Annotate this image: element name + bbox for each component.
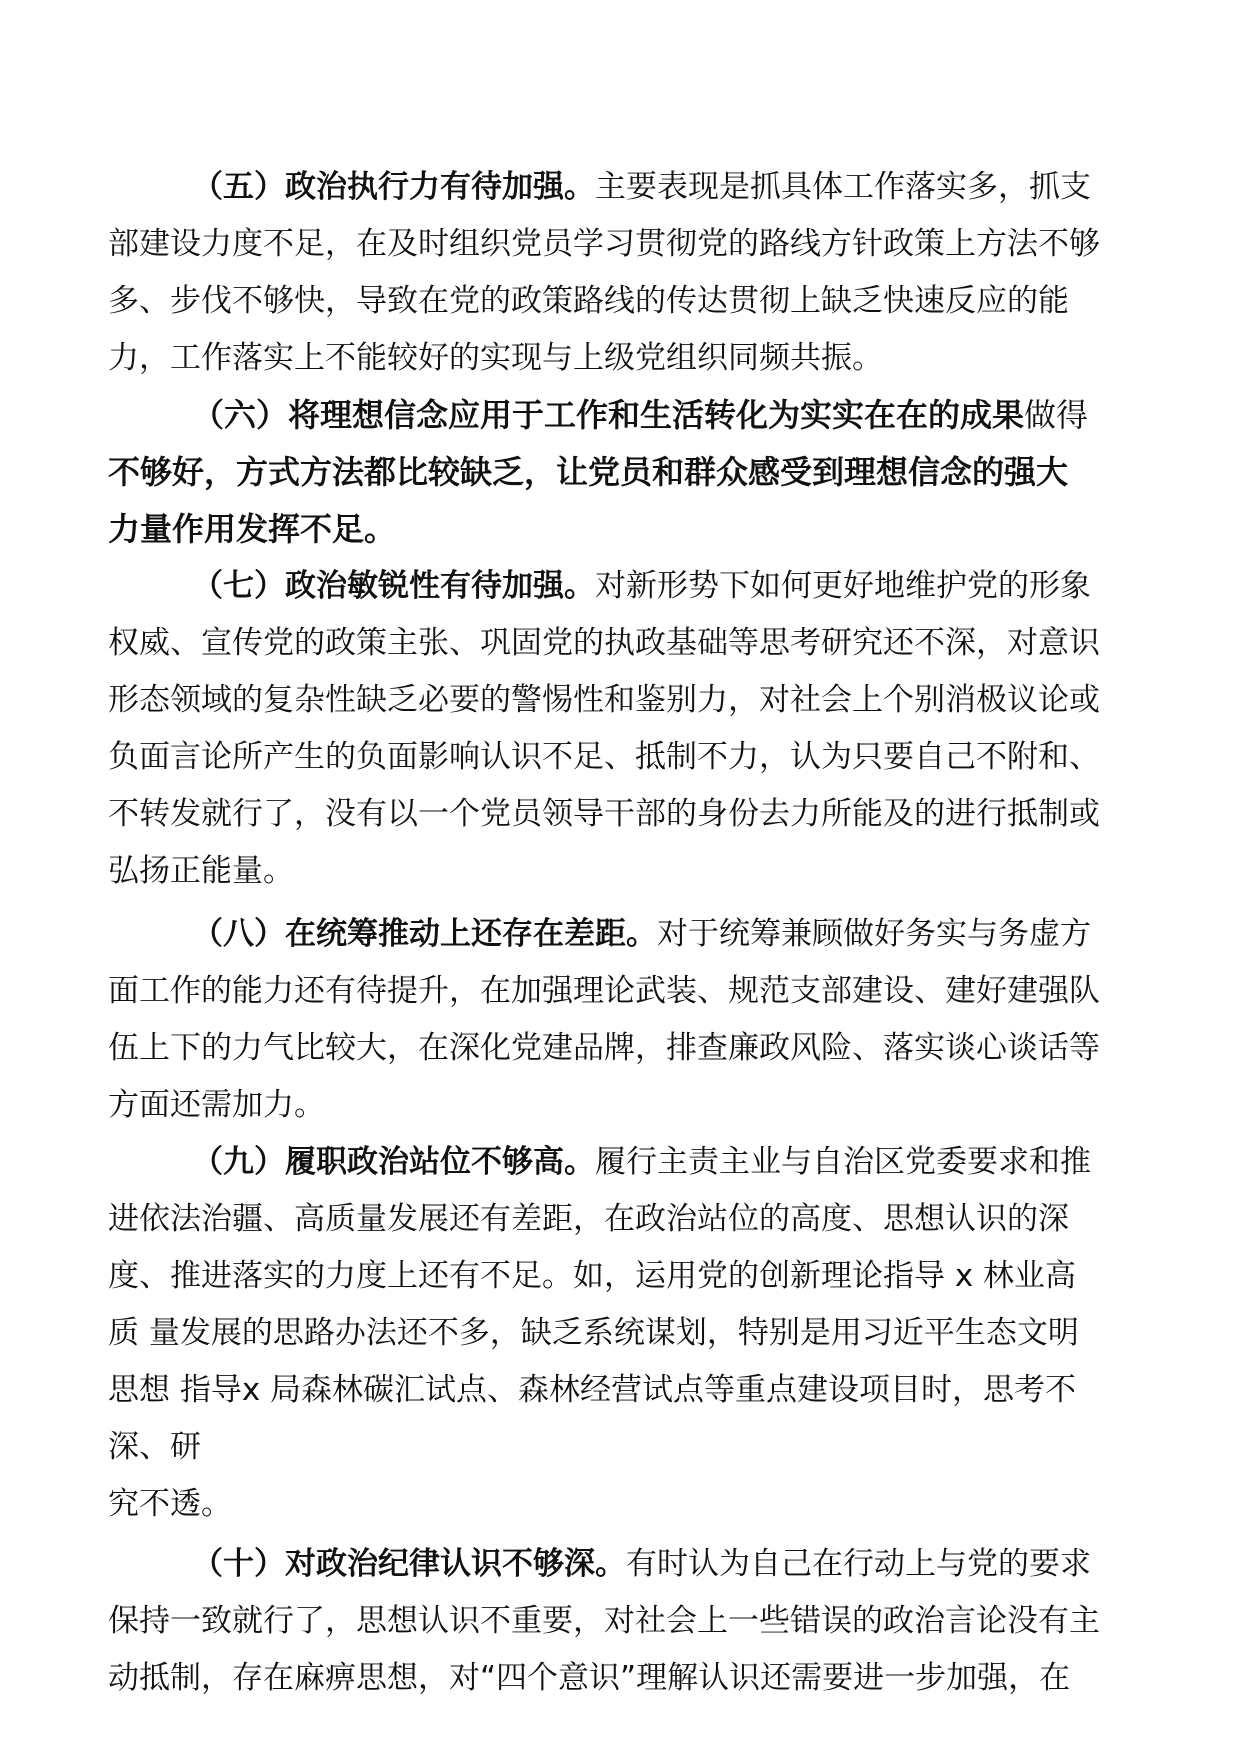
- body-text: 履行主责主业与自治区党委要求和推: [595, 1144, 1091, 1180]
- text-line: [108, 501, 1128, 558]
- text-line: [108, 906, 1128, 963]
- text-line: [108, 387, 1128, 444]
- text-line: [108, 330, 1128, 387]
- body-text: 对于统筹兼顾做好务实与务虚方: [657, 916, 1091, 952]
- body-text: 方面还需加力。: [108, 1087, 325, 1123]
- body-text: 不转发就行了，没有以一个党员领导干部的身份去力所能及的进行抵制或: [108, 796, 1100, 832]
- text-line: [108, 1419, 1128, 1476]
- bold-heading-text: （七）政治敏锐性有待加强。: [192, 568, 595, 604]
- text-line: [108, 273, 1128, 330]
- bold-heading-text: 不够好，方式方法都比较缺乏，让党员和群众感受到理想信念的强大: [108, 453, 1069, 491]
- body-text: 动抵制，存在麻痹思想，对“四个意识”理解认识还需要进一步加强，在: [108, 1660, 1071, 1696]
- text-line: [108, 1536, 1128, 1593]
- text-line: [108, 1134, 1128, 1191]
- text-line: [108, 786, 1128, 843]
- bold-heading-text: （十）对政治纪律认识不够深。: [192, 1546, 626, 1582]
- text-line: [108, 1248, 1128, 1305]
- body-text: 负面言论所产生的负面影响认识不足、抵制不力，认为只要自己不附和、: [108, 739, 1100, 775]
- body-text: 质 量发展的思路办法还不多，缺乏系统谋划，特别是用习近平生态文明: [108, 1315, 1079, 1351]
- bold-heading-text: （六）将理想信念应用于工作和生活转化为实实在在的成果: [192, 396, 1025, 434]
- body-text: 对新形势下如何更好地维护党的形象: [595, 568, 1091, 604]
- body-text: 保持一致就行了，思想认识不重要，对社会上一些错误的政治言论没有主: [108, 1603, 1100, 1639]
- text-line: [108, 963, 1128, 1020]
- text-line: [108, 1305, 1128, 1362]
- body-text: 力，工作落实上不能较好的实现与上级党组织同频共振。: [108, 340, 883, 376]
- text-line: [108, 672, 1128, 729]
- text-line: [108, 615, 1128, 672]
- body-text: 主要表现是抓具体工作落实多，抓支: [595, 169, 1091, 205]
- paragraph-7: [108, 558, 1128, 900]
- paragraph-10: [108, 1536, 1128, 1707]
- bold-heading-text: （九）履职政治站位不够高。: [192, 1144, 595, 1180]
- body-text: 深、研: [108, 1429, 201, 1465]
- bold-heading-text: （八）在统筹推动上还存在差距。: [192, 916, 657, 952]
- paragraph-5: [108, 159, 1128, 387]
- body-text: 有时认为自己在行动上与党的要求: [626, 1546, 1091, 1582]
- paragraph-8: [108, 906, 1128, 1134]
- paragraph-6: [108, 387, 1128, 558]
- body-text: 面工作的能力还有待提升，在加强理论武装、规范支部建设、建好建强队: [108, 973, 1100, 1009]
- body-text: 部建设力度不足，在及时组织党员学习贯彻党的路线方针政策上方法不够: [108, 226, 1100, 262]
- text-line: [108, 444, 1128, 501]
- body-text: 究不透。: [108, 1486, 232, 1522]
- body-text: 形态领域的复杂性缺乏必要的警惕性和鉴别力，对社会上个别消极议论或: [108, 682, 1100, 718]
- bold-heading-text: 力量作用发挥不足。: [108, 510, 397, 548]
- text-line: [108, 216, 1128, 273]
- text-line: [108, 1077, 1128, 1134]
- text-line: [108, 729, 1128, 786]
- text-line: [108, 1020, 1128, 1077]
- text-line: [108, 1650, 1128, 1707]
- text-line: [108, 843, 1128, 900]
- text-line: [108, 1476, 1128, 1533]
- text-line: [108, 558, 1128, 615]
- body-text: 度、推进落实的力度上还有不足。如，运用党的创新理论指导 x 林业高: [108, 1258, 1077, 1294]
- text-line: [108, 1593, 1128, 1650]
- body-text: 思想 指导x 局森林碳汇试点、森林经营试点等重点建设项目时，思考不: [108, 1372, 1077, 1408]
- body-text: 权威、宣传党的政策主张、巩固党的执政基础等思考研究还不深，对意识: [108, 625, 1100, 661]
- text-line: [108, 1191, 1128, 1248]
- text-line: [108, 1362, 1128, 1419]
- body-text: 做得: [1024, 396, 1089, 434]
- body-text: 弘扬正能量。: [108, 853, 294, 889]
- body-text: 多、步伐不够快，导致在党的政策路线的传达贯彻上缺乏快速反应的能: [108, 283, 1069, 319]
- body-text: 进依法治疆、高质量发展还有差距，在政治站位的高度、思想认识的深: [108, 1201, 1069, 1237]
- text-line: [108, 159, 1128, 216]
- paragraph-9: [108, 1134, 1128, 1533]
- body-text: 伍上下的力气比较大，在深化党建品牌，排查廉政风险、落实谈心谈话等: [108, 1030, 1100, 1066]
- bold-heading-text: （五）政治执行力有待加强。: [192, 169, 595, 205]
